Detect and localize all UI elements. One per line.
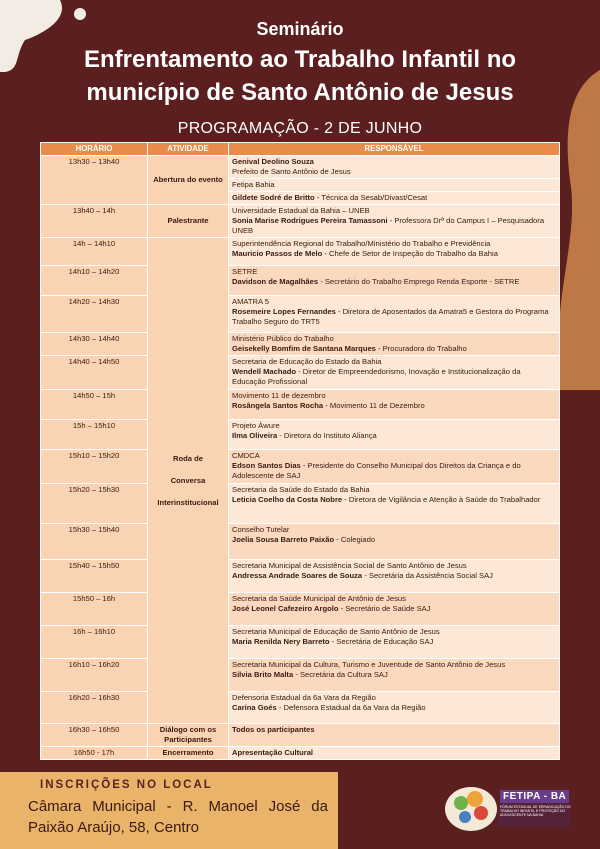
responsible-cell: Defensoria Estadual da 6a Vara da Região Carina Goés - Defensora Estadual da 6a Vara da Região [229, 692, 560, 724]
time-cell: 16h30 – 16h50 [41, 724, 148, 747]
activity-cell: Palestrante [148, 205, 229, 238]
responsible-cell: AMATRA 5 Rosemeire Lopes Fernandes - Diretora de Aposentados da Amatra5 e Gestora do Programa Trabalho Seguro do TRT5 [229, 296, 560, 333]
responsible-cell: Fetipa Bahia [229, 179, 560, 192]
activity-cell: Roda de Conversa Interinstitucional [148, 238, 229, 724]
table-row [41, 356, 560, 390]
time-cell: 16h20 – 16h30 [41, 692, 148, 724]
time-cell: 16h50 - 17h [41, 747, 148, 760]
table-row [41, 524, 560, 560]
responsible-cell: Universidade Estadual da Bahia – UNEB Sonia Marise Rodrigues Pereira Tamassoni - Professora Drª do Campus I – Pesquisadora UNEB [229, 205, 560, 238]
time-cell: 15h30 – 15h40 [41, 524, 148, 560]
table-row [41, 296, 560, 333]
responsible-cell: Todos os participantes [229, 724, 560, 747]
time-cell: 16h10 – 16h20 [41, 659, 148, 692]
table-row [41, 747, 560, 760]
time-cell: 14h30 – 14h40 [41, 333, 148, 356]
table-row [41, 238, 560, 266]
table-row [41, 420, 560, 450]
responsible-cell: Ministério Público do Trabalho Geisekelly Bomfim de Santana Marques - Procuradora do Trabalho [229, 333, 560, 356]
time-cell: 13h40 – 14h [41, 205, 148, 238]
registration-label: INSCRIÇÕES NO LOCAL [40, 779, 213, 791]
responsible-cell: Genival Deolino Souza Prefeito de Santo Antônio de Jesus [229, 156, 560, 179]
time-cell: 15h40 – 15h50 [41, 560, 148, 593]
table-row [41, 156, 560, 179]
time-cell: 14h20 – 14h30 [41, 296, 148, 333]
activity-cell: Abertura do evento [148, 156, 229, 205]
table-row [41, 390, 560, 420]
responsible-cell: Projeto Àwure Ilma Oliveira - Diretora do Instituto Aliança [229, 420, 560, 450]
table-row [41, 484, 560, 524]
responsible-cell: Secretaria de Educação do Estado da Bahia Wendell Machado - Diretor de Empreendedorismo, Inovação e Institucionalização da Educação Profissional [229, 356, 560, 390]
responsible-cell: Secretaria da Saúde do Estado da Bahia Leticia Coelho da Costa Nobre - Diretora de Vigilância e Atenção à Saúde do Trabalhador [229, 484, 560, 524]
responsible-cell: Secretaria Municipal de Assistência Social de Santo Antônio de Jesus Andressa Andrade Soares de Souza - Secretária da Assistência Social SAJ [229, 560, 560, 593]
responsible-cell: CMDCA Edson Santos Dias - Presidente do Conselho Municipal dos Direitos da Criança e do Adolescente de SAJ [229, 450, 560, 484]
responsible-cell: SETRE Davidson de Magalhães - Secretário do Trabalho Emprego Renda Esporte - SETRE [229, 266, 560, 296]
table-row [41, 450, 560, 484]
table-row [41, 333, 560, 356]
time-cell: 14h40 – 14h50 [41, 356, 148, 390]
table-row [41, 692, 560, 724]
title-line-2: município de Santo Antônio de Jesus [86, 79, 514, 106]
program-date: PROGRAMAÇÃO - 2 DE JUNHO [177, 120, 423, 137]
responsible-cell: Gildete Sodré de Britto - Técnica da Sesab/Divast/Cesat [229, 192, 560, 205]
table-header-row [41, 143, 560, 156]
responsible-cell: Secretaria Municipal da Cultura, Turismo e Juventude de Santo Antônio de Jesus Silvia Brito Malta - Secretária da Cultura SAJ [229, 659, 560, 692]
table-row [41, 724, 560, 747]
time-cell: 14h50 – 15h [41, 390, 148, 420]
activity-cell: Encerramento [148, 747, 229, 760]
time-cell: 15h – 15h10 [41, 420, 148, 450]
responsible-cell: Secretaria Municipal de Educação de Santo Antônio de Jesus Maria Renilda Nery Barreto - Secretária de Educação SAJ [229, 626, 560, 659]
responsible-cell: Secretaria da Saúde Municipal de Antônio de Jesus José Leonel Cafezeiro Argolo - Secretário de Saúde SAJ [229, 593, 560, 626]
header-activity: ATIVIDADE [148, 143, 229, 156]
table-row [41, 626, 560, 659]
time-cell: 15h50 – 16h [41, 593, 148, 626]
time-cell: 15h10 – 15h20 [41, 450, 148, 484]
table-row [41, 205, 560, 238]
table-row [41, 593, 560, 626]
time-cell: 13h30 – 13h40 [41, 156, 148, 205]
seminar-label: Seminário [256, 19, 344, 39]
logo-subtitle: FÓRUM ESTADUAL DE ERRADICAÇÃO DO TRABALHO INFANTIL E PROTEÇÃO DO ADOLESCENTE NA BAHIA [500, 805, 571, 817]
time-cell: 16h – 16h10 [41, 626, 148, 659]
time-cell: 14h10 – 14h20 [41, 266, 148, 296]
logo-title: FETIPA - BA [500, 790, 569, 803]
header-time: HORÁRIO [41, 143, 148, 156]
responsible-cell: Movimento 11 de dezembro Rosângela Santos Rocha - Movimento 11 de Dezembro [229, 390, 560, 420]
page-header [0, 18, 600, 108]
time-cell: 14h – 14h10 [41, 238, 148, 266]
time-cell: 15h20 – 15h30 [41, 484, 148, 524]
table-row [41, 560, 560, 593]
responsible-cell: Superintendência Regional do Trabalho/Ministério do Trabalho e Previdência Mauricio Passos de Melo - Chefe de Setor de Inspeção do Trabalho da Bahia [229, 238, 560, 266]
schedule-table [40, 142, 560, 760]
table-row [41, 266, 560, 296]
responsible-cell: Apresentação Cultural [229, 747, 560, 760]
title-line-1: Enfrentamento ao Trabalho Infantil no [83, 46, 517, 73]
activity-cell: Diálogo com os Participantes [148, 724, 229, 747]
venue-address: Câmara Municipal - R. Manoel José da Paixão Araújo, 58, Centro [28, 798, 328, 836]
responsible-cell: Conselho Tutelar Joelia Sousa Barreto Paixão - Colegiado [229, 524, 560, 560]
header-responsible: RESPONSÁVEL [229, 143, 560, 156]
table-row [41, 659, 560, 692]
